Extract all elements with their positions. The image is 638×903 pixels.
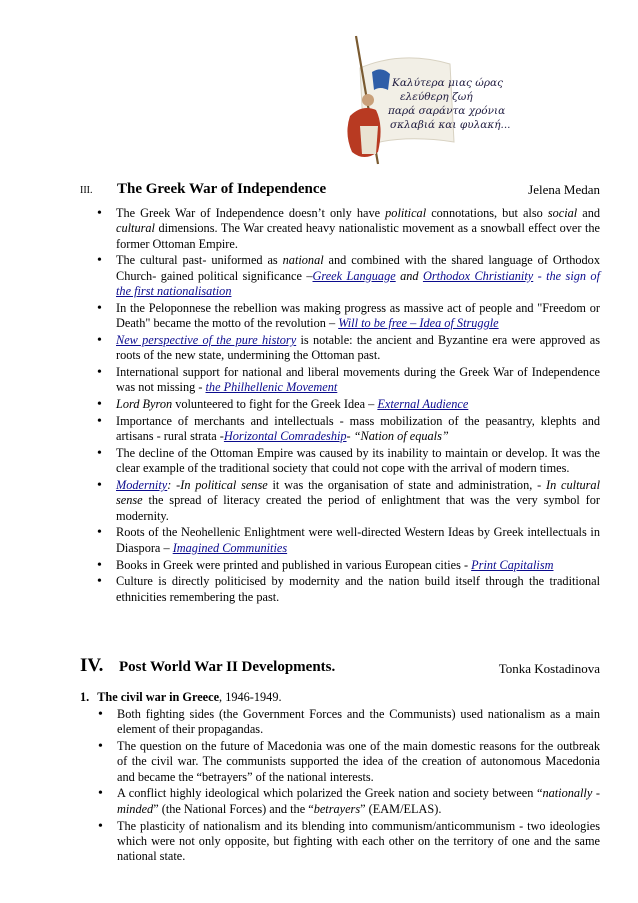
bullet-item — [97, 365, 600, 396]
bullet-text: In cultural sense — [116, 478, 600, 508]
section-4-title: Post World War II Developments. — [119, 659, 336, 675]
bullet-text: The decline of the Ottoman Empire was caused by its inability to maintain or develop. It was the clear example of the traditional society that could not cope with the arrival of modern times. — [116, 445, 600, 476]
key-concept-text: Greek Language — [312, 268, 396, 283]
bullet-text: national — [282, 253, 324, 268]
bullet-item — [97, 525, 600, 556]
bullet-text: Importance of merchants and intellectuals - mass mobilization of the peasantry, klephts and artisans - rural strata - — [116, 413, 600, 444]
bullet-item — [97, 558, 600, 573]
subsection-heading — [80, 690, 282, 705]
bullet-text: connotations, but also — [426, 206, 548, 220]
bullet-item — [97, 301, 600, 332]
bullet-text: nationally - minded — [117, 786, 600, 816]
bullet-text: betrayers — [313, 801, 361, 816]
subsection-title: The civil war in Greece — [97, 690, 220, 704]
bullet-text: dimensions. The War created heavy nationalistic movement as a snowball effect over the former Ottoman Empire. — [116, 221, 600, 251]
section-3-number: III. — [80, 185, 93, 196]
bullet-text: ” (the National Forces) and the “ — [153, 801, 314, 816]
revolution-flag-illustration — [342, 30, 512, 168]
bullet-text: cultural — [116, 221, 155, 236]
bullet-text: The question on the future of Macedonia was one of the main domestic reasons for the outbreak of the civil war. The communists supported the idea of the creation of autonomous Macedonia and became the “betrayers” of the national interests. — [117, 739, 600, 784]
section-3-bullet-list — [97, 206, 600, 606]
bullet-text: The cultural past- uniformed as — [116, 253, 283, 268]
key-concept-text: the first nationalisation — [116, 283, 232, 298]
bullet-item — [97, 414, 600, 445]
subsection-dates: , 1946-1949. — [219, 690, 282, 704]
bullet-text: ” (EAM/ELAS). — [360, 801, 442, 816]
bullet-text: political — [385, 206, 427, 220]
key-concept-text: Horizontal Comradeship — [223, 429, 347, 444]
subsection-number: 1. — [80, 690, 90, 704]
bullet-text: The plasticity of nationalism and its blending into communism/anticommunism - two ideologies which were not only opposite, but fighting with each other on the territory of one and the same national state. — [117, 818, 600, 864]
key-concept-text: New perspective of the pure history — [116, 332, 297, 347]
bullet-item — [97, 206, 600, 252]
banner-line-1: Καλύτερα μιας ώρας — [392, 77, 503, 89]
bullet-text: is notable: the ancient and Byzantine era were approved as roots of the new state, undermining the Ottoman past. — [116, 332, 600, 363]
banner-line-3: παρά σαράντα χρόνια — [388, 105, 506, 117]
section-4-heading — [80, 655, 600, 679]
section-4-number: IV. — [80, 655, 104, 676]
bullet-text: Books in Greek were printed and published in various European cities - — [116, 557, 472, 572]
bullet-text: volunteered to fight for the Greek Idea – — [172, 397, 378, 412]
bullet-text: and — [395, 268, 423, 283]
bullet-item — [97, 478, 600, 524]
bullet-text: Culture is directly politicised by modernity and the nation build itself through the traditional ethnicities remembering the past. — [116, 574, 600, 604]
bullet-item — [97, 253, 600, 299]
key-concept-text: Imagined Communities — [172, 540, 288, 555]
section-3-heading — [80, 181, 600, 201]
bullet-text: and — [577, 206, 600, 220]
bullet-item — [97, 397, 600, 412]
bullet-text: : - — [167, 478, 181, 493]
key-concept-text: Orthodox Christianity — [422, 268, 534, 283]
bullet-text: Lord Byron — [116, 397, 173, 412]
key-concept-text: the Philhellenic Movement — [205, 380, 338, 395]
bullet-item — [98, 707, 600, 738]
bullet-item — [97, 574, 600, 605]
bullet-text: The Greek War of Independence doesn’t only have — [116, 206, 386, 220]
key-concept-text: Print Capitalism — [471, 557, 554, 572]
bullet-text: and combined with the shared language of Orthodox Church- gained political significance – — [116, 253, 600, 283]
bullet-item — [97, 446, 600, 477]
banner-line-2: ελεύθερη ζωή — [400, 91, 473, 103]
bullet-text: - “Nation of equals” — [346, 429, 449, 444]
section-4-author: Tonka Kostadinova — [498, 661, 600, 676]
bullet-text: it was the organisation of state and administration, - — [267, 478, 547, 493]
bullet-item — [98, 819, 600, 865]
banner-line-4: σκλαβιά και φυλακή... — [390, 119, 511, 131]
bullet-text: the spread of literacy created the period of enlightment that was the very symbol for modernity. — [116, 493, 600, 523]
bullet-text: Both fighting sides (the Government Forces and the Communists) used nationalism as a main element of their propagandas. — [117, 707, 600, 737]
key-concept-text: External Audience — [377, 397, 469, 412]
section-3-author: Jelena Medan — [528, 182, 600, 197]
section-4-bullet-list — [98, 707, 600, 866]
bullet-text: A conflict highly ideological which polarized the Greek nation and society between “ — [117, 786, 543, 801]
bullet-text: social — [547, 206, 578, 220]
bullet-text: In political sense — [180, 478, 268, 493]
bullet-item — [98, 786, 600, 817]
section-3-title: The Greek War of Independence — [117, 181, 327, 197]
bullet-item — [97, 333, 600, 364]
key-concept-text: Will to be free – Idea of Struggle — [338, 316, 499, 331]
key-concept-text: Modernity — [116, 478, 168, 493]
bullet-text: - the sign of — [533, 268, 600, 283]
bullet-item — [98, 739, 600, 785]
bullet-text: Roots of the Neohellenic Enlightment were well-directed Western Ideas by Greek intellectuals in Diaspora – — [116, 525, 600, 555]
bullet-text: In the Peloponnese the rebellion was making progress as massive act of people and "Freedom or Death" became the motto of the revolution – — [116, 300, 600, 331]
bullet-text: International support for national and liberal movements during the Greek War of Independence was not missing - — [116, 364, 600, 395]
